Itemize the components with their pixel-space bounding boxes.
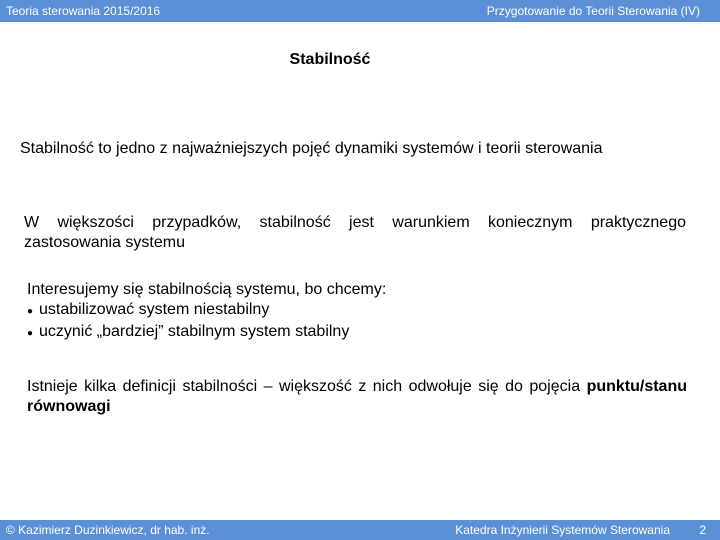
paragraph-1: Stabilność to jedno z najważniejszych pojęć dynamiki systemów i teorii sterowania (20, 140, 603, 157)
bullet-item (27, 300, 667, 322)
paragraph-4 (27, 377, 687, 417)
slide-title: Stabilność (289, 51, 371, 68)
footer-author: © Kazimierz Duzinkiewicz, dr hab. inż. (6, 523, 210, 537)
paragraph-2: W większości przypadków, stabilność jest warunkiem koniecznym praktycznego zastosowania systemu (24, 214, 686, 251)
paragraph-4-text: Istnieje kilka definicji stabilności – większość z nich odwołuje się do pojęcia (27, 378, 581, 395)
header-bar (0, 0, 720, 22)
footer-bar (0, 520, 720, 540)
header-course: Teoria sterowania 2015/2016 (6, 4, 161, 18)
paragraph-3-intro: Interesujemy się stabilnością systemu, bo chcemy: (27, 281, 387, 298)
bullet-icon: ● (27, 306, 34, 317)
header-lecture: Przygotowanie do Teorii Sterowania (IV) (486, 4, 700, 18)
footer-department: Katedra Inżynierii Systemów Sterowania (455, 523, 670, 537)
bullet-item (27, 322, 667, 344)
bullet-text: uczynić „bardziej” stabilnym system stabilny (39, 323, 350, 340)
paragraph-3 (27, 280, 667, 344)
bullet-icon: ● (27, 328, 34, 339)
paragraph-4-bold: punktu/stanu równowagi (27, 378, 687, 415)
bullet-text: ustabilizować system niestabilny (39, 301, 270, 318)
page-number: 2 (699, 523, 706, 537)
